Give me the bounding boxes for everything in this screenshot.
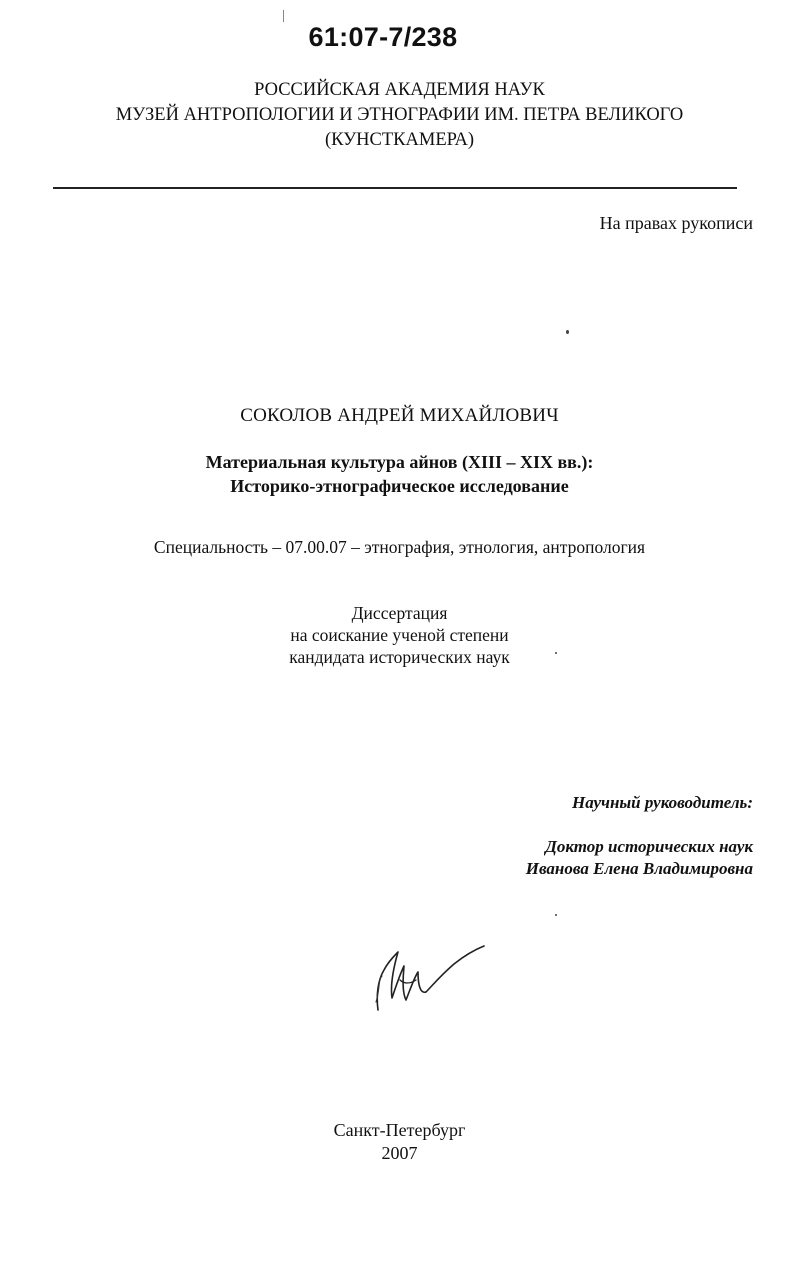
archive-code: 61:07-7/238 (308, 22, 458, 52)
scan-mark (283, 10, 284, 22)
author-name: СОКОЛОВ АНДРЕЙ МИХАЙЛОВИЧ (240, 405, 559, 426)
supervisor-block (526, 836, 753, 880)
supervisor-name: Иванова Елена Владимировна (525, 859, 753, 878)
scan-speck (566, 330, 569, 334)
imprint-city: Санкт-Петербург (333, 1120, 466, 1140)
title-line-1: Материальная культура айнов (XIII – XIX вв.): (205, 452, 594, 472)
signature-icon (370, 940, 490, 1015)
imprint (0, 1119, 799, 1165)
dissertation-line-1: Диссертация (351, 603, 448, 623)
title-line-2: Историко-этнографическое исследование (230, 476, 569, 496)
institution-kunstkamera: (КУНСТКАМЕРА) (324, 130, 475, 150)
dissertation-title (0, 450, 799, 498)
header-divider (53, 187, 737, 189)
institution-block (0, 78, 799, 153)
supervisor-label: Научный руководитель: (571, 793, 753, 812)
imprint-year: 2007 (381, 1143, 418, 1163)
supervisor-degree: Доктор исторических наук (545, 837, 753, 856)
specialty: Специальность – 07.00.07 – этнография, этнология, антропология (153, 537, 646, 557)
dissertation-line-2: на соискание ученой степени (290, 625, 509, 645)
scan-speck (555, 652, 557, 654)
institution-academy: РОССИЙСКАЯ АКАДЕМИЯ НАУК (254, 80, 545, 100)
scan-speck (555, 914, 557, 916)
dissertation-type (0, 602, 799, 668)
institution-museum: МУЗЕЙ АНТРОПОЛОГИИ И ЭТНОГРАФИИ ИМ. ПЕТРА ВЕЛИКОГО (115, 105, 684, 125)
dissertation-line-3: кандидата исторических наук (289, 647, 510, 667)
rights-note: На правах рукописи (599, 213, 753, 233)
